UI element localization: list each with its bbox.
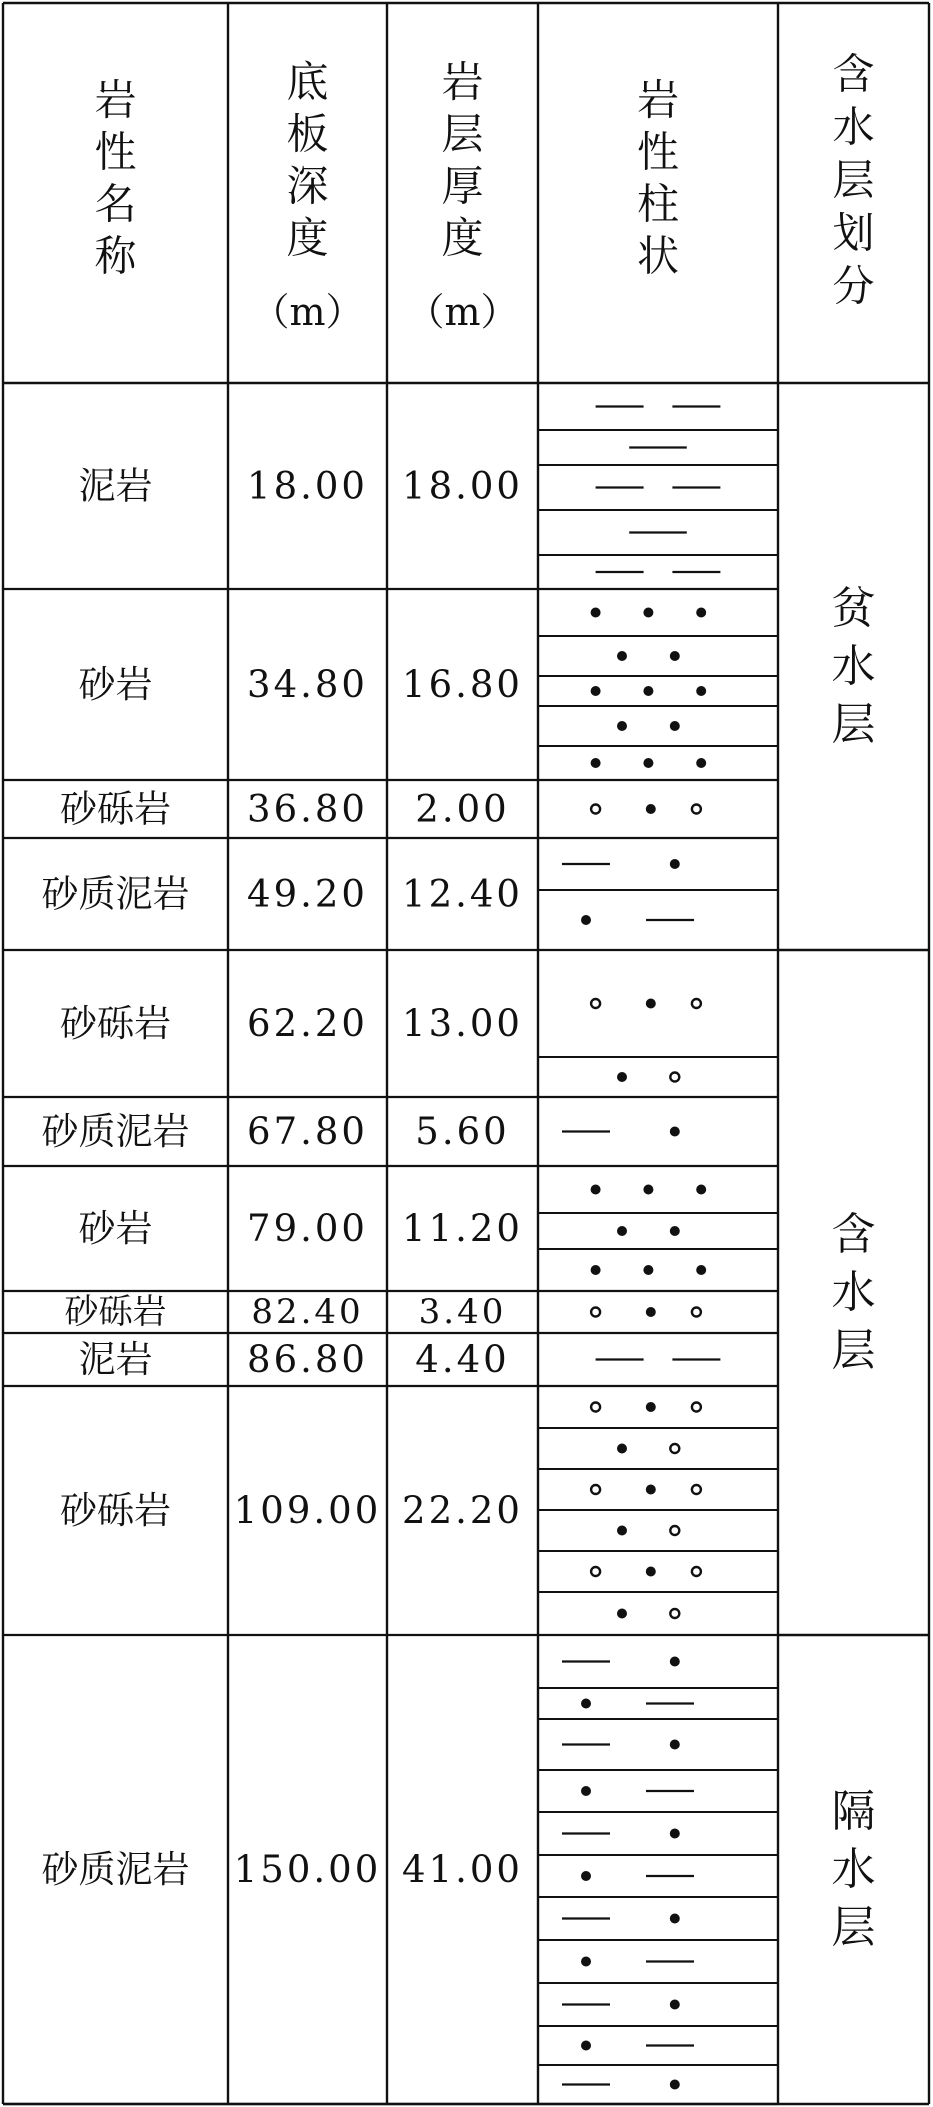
sand-dot xyxy=(643,686,653,696)
header-aquifer-division-char: 划 xyxy=(832,208,875,258)
header-bottom-depth-char: 底 xyxy=(286,57,329,107)
header-aquifer-division-char: 分 xyxy=(832,261,875,311)
header-aquifer-division-char: 含 xyxy=(832,49,875,99)
aquifer-label-char: 层 xyxy=(831,1902,876,1953)
bottom-depth-cell: 79.00 xyxy=(247,1207,368,1250)
sand-dot xyxy=(670,1127,680,1137)
header-aquifer-division-char: 水 xyxy=(832,102,875,152)
sand-dot xyxy=(670,1226,680,1236)
header-aquifer-division-char: 层 xyxy=(832,155,875,205)
thickness-cell: 3.40 xyxy=(418,1292,507,1332)
lithology-name-cell: 泥岩 xyxy=(78,1338,153,1381)
sand-dot xyxy=(696,1265,706,1275)
sand-dot xyxy=(643,608,653,618)
sand-dot xyxy=(670,721,680,731)
sand-dot xyxy=(643,1185,653,1195)
header-lithology-name-char: 性 xyxy=(94,127,137,177)
thickness-cell: 13.00 xyxy=(402,1002,523,1045)
lithology-name-cell: 砂岩 xyxy=(78,1207,153,1250)
aquifer-label-char: 层 xyxy=(831,699,876,750)
aquifer-label xyxy=(832,583,876,750)
lithology-name-cell: 砂质泥岩 xyxy=(41,1110,190,1153)
thickness-cell: 18.00 xyxy=(402,464,523,508)
sand-dot xyxy=(646,999,656,1009)
sand-dot xyxy=(581,1871,591,1881)
aquifer-label-char: 含 xyxy=(831,1209,876,1260)
sand-dot xyxy=(646,1307,656,1317)
aquifer-label-char: 贫 xyxy=(831,583,876,634)
sand-dot xyxy=(591,1185,601,1195)
sand-dot xyxy=(670,1740,680,1750)
bottom-depth-cell: 18.00 xyxy=(247,464,368,508)
sand-dot xyxy=(617,1072,627,1082)
aquifer-label-char: 水 xyxy=(831,1844,876,1895)
aquifer-label xyxy=(832,1209,876,1376)
sand-dot xyxy=(617,1444,627,1454)
sand-dot xyxy=(581,1786,591,1796)
header-bottom-depth-char: 板 xyxy=(286,109,329,159)
sand-dot xyxy=(696,608,706,618)
aquifer-label-char: 层 xyxy=(831,1325,876,1376)
sand-dot xyxy=(670,1657,680,1667)
sand-dot xyxy=(646,1402,656,1412)
sand-dot xyxy=(696,758,706,768)
bottom-depth-cell: 49.20 xyxy=(247,872,368,916)
lithology-name-cell: 砂砾岩 xyxy=(64,1292,167,1332)
sand-dot xyxy=(646,1567,656,1577)
header-bottom-depth-unit: （m） xyxy=(251,290,364,334)
header-lithology-name-char: 名 xyxy=(94,179,137,229)
lithology-name-cell: 泥岩 xyxy=(78,464,153,508)
sand-dot xyxy=(581,1699,591,1709)
header-lithology-column-char: 状 xyxy=(636,231,680,281)
aquifer-label-char: 水 xyxy=(831,641,876,692)
sand-dot xyxy=(670,1829,680,1839)
header-lithology-name-char: 岩 xyxy=(94,75,137,125)
lithology-name-cell: 砂砾岩 xyxy=(60,1002,171,1045)
sand-dot xyxy=(591,758,601,768)
sand-dot xyxy=(670,1914,680,1924)
thickness-cell: 41.00 xyxy=(402,1848,523,1891)
bottom-depth-cell: 36.80 xyxy=(247,787,368,831)
header-thickness-char: 度 xyxy=(441,213,484,263)
header-thickness-unit: （m） xyxy=(406,290,519,334)
sand-dot xyxy=(617,1609,627,1619)
sand-dot xyxy=(581,915,591,925)
bottom-depth-cell: 82.40 xyxy=(251,1292,364,1332)
sand-dot xyxy=(591,686,601,696)
bottom-depth-cell: 86.80 xyxy=(247,1338,368,1381)
sand-dot xyxy=(617,651,627,661)
sand-dot xyxy=(617,721,627,731)
bottom-depth-cell: 150.00 xyxy=(233,1848,382,1891)
header-thickness-char: 岩 xyxy=(441,57,484,107)
lithology-name-cell: 砂质泥岩 xyxy=(41,1848,190,1891)
thickness-cell: 5.60 xyxy=(415,1110,510,1153)
sand-dot xyxy=(696,1185,706,1195)
sand-dot xyxy=(643,1265,653,1275)
sand-dot xyxy=(670,2000,680,2010)
header-thickness-char: 层 xyxy=(441,109,484,159)
bottom-depth-cell: 34.80 xyxy=(247,663,368,706)
thickness-cell: 12.40 xyxy=(402,872,523,916)
bottom-depth-cell: 62.20 xyxy=(247,1002,368,1045)
thickness-cell: 11.20 xyxy=(402,1207,523,1250)
lithology-name-cell: 砂岩 xyxy=(78,663,153,706)
sand-dot xyxy=(670,2080,680,2090)
header-thickness-char: 厚 xyxy=(441,161,484,211)
sand-dot xyxy=(581,2041,591,2051)
bottom-depth-cell: 109.00 xyxy=(233,1489,382,1532)
header-lithology-name-char: 称 xyxy=(94,231,137,281)
sand-dot xyxy=(591,608,601,618)
sand-dot xyxy=(581,1957,591,1967)
aquifer-label-char: 隔 xyxy=(831,1786,876,1837)
sand-dot xyxy=(591,1265,601,1275)
sand-dot xyxy=(643,758,653,768)
sand-dot xyxy=(617,1226,627,1236)
header-bottom-depth-char: 度 xyxy=(286,213,329,263)
sand-dot xyxy=(696,686,706,696)
thickness-cell: 2.00 xyxy=(415,787,510,831)
header-lithology-column-char: 性 xyxy=(636,127,680,177)
aquifer-label xyxy=(832,1786,876,1953)
sand-dot xyxy=(670,651,680,661)
bottom-depth-cell: 67.80 xyxy=(247,1110,368,1153)
thickness-cell: 22.20 xyxy=(402,1489,523,1532)
thickness-cell: 16.80 xyxy=(402,663,523,706)
lithology-name-cell: 砂质泥岩 xyxy=(41,872,190,916)
sand-dot xyxy=(670,859,680,869)
sand-dot xyxy=(646,804,656,814)
lithology-name-cell: 砂砾岩 xyxy=(60,1489,171,1532)
aquifer-label-char: 水 xyxy=(831,1267,876,1318)
header-lithology-column-char: 柱 xyxy=(636,179,680,229)
lithology-name-cell: 砂砾岩 xyxy=(60,787,171,831)
header-lithology-column-char: 岩 xyxy=(636,75,680,125)
thickness-cell: 4.40 xyxy=(415,1338,510,1381)
sand-dot xyxy=(646,1485,656,1495)
sand-dot xyxy=(617,1526,627,1536)
header-bottom-depth-char: 深 xyxy=(286,161,329,211)
